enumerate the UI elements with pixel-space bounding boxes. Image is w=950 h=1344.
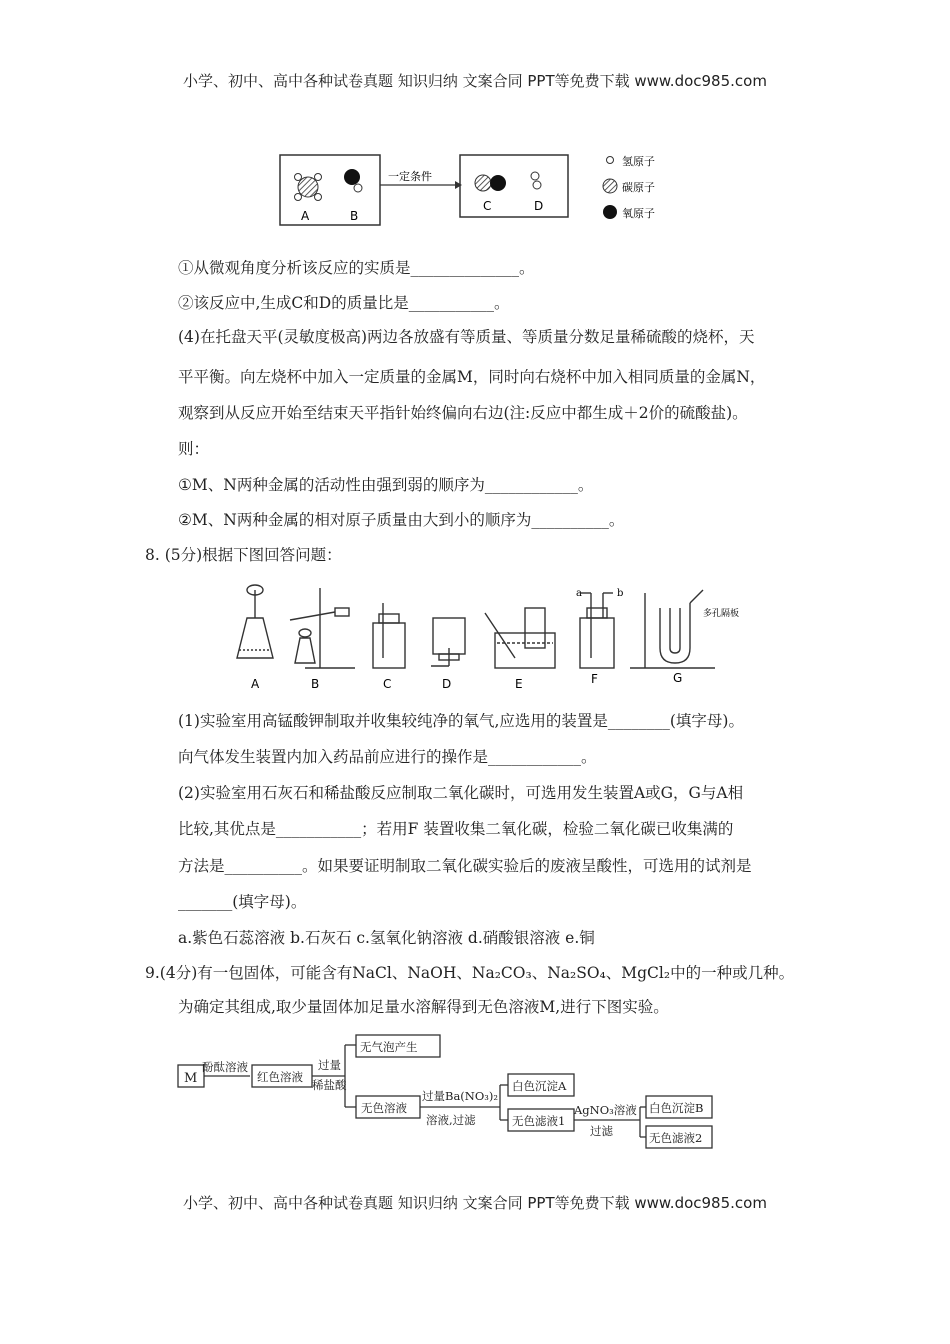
apparatus-d — [431, 618, 465, 666]
label-c: C — [483, 199, 492, 213]
q8-line-6: _______(填字母)。 — [178, 893, 307, 911]
flow-hcl: 稀盐酸 — [312, 1078, 347, 1092]
flow-filtrate-2: 无色滤液2 — [649, 1131, 703, 1145]
q8-line-3: (2)实验室用石灰石和稀盐酸反应制取二氧化碳时，可选用发生装置A或G，G与A相 — [178, 784, 744, 802]
q7-line-2: ②该反应中,生成C和D的质量比是___________。 — [178, 294, 510, 312]
q8-options: a.紫色石蕊溶液 b.石灰石 c.氢氧化钠溶液 d.硝酸银溶液 e.铜 — [178, 929, 595, 947]
legend-carbon: 碳原子 — [622, 181, 655, 194]
q7-line-7: ①M、N两种金属的活动性由强到弱的顺序为____________。 — [178, 476, 594, 494]
flow-red-solution: 红色溶液 — [257, 1070, 303, 1084]
reactants-box — [280, 155, 380, 225]
flow-precipitate-b: 白色沉淀B — [649, 1101, 704, 1115]
flow-ba-nitrate: 过量Ba(NO₃)₂ — [422, 1089, 498, 1103]
q7-line-8: ②M、N两种金属的相对原子质量由大到小的顺序为__________。 — [178, 511, 625, 529]
product-c-molecule — [475, 175, 506, 191]
q8-title: 8. (5分)根据下图回答问题： — [145, 546, 342, 564]
q9-line-2: 为确定其组成,取少量固体加足量水溶解得到无色溶液M,进行下图实验。 — [178, 998, 669, 1016]
apparatus-label-c: C — [383, 677, 392, 691]
flow-excess: 过量 — [318, 1058, 341, 1072]
label-b: B — [350, 209, 359, 223]
label-d: D — [534, 199, 544, 213]
q7-line-6: 则： — [178, 440, 210, 458]
page-header: 小学、初中、高中各种试卷真题 知识归纳 文案合同 PPT等免费下载 www.doc985.com — [183, 72, 767, 90]
flow-m: M — [184, 1071, 198, 1086]
q7-line-3: (4)在托盘天平(灵敏度极高)两边各放盛有等质量、等质量分数足量稀硫酸的烧杯，天 — [178, 328, 755, 346]
apparatus-e — [485, 608, 555, 668]
q8-line-1: (1)实验室用高锰酸钾制取并收集较纯净的氧气,应选用的装置是________(填字母)。 — [178, 712, 744, 730]
apparatus-label-g: G — [673, 671, 683, 685]
q9-line-1: 9.(4分)有一包固体，可能含有NaCl、NaOH、Na₂CO₃、Na₂SO₄、MgCl₂中的一种或几种。 — [145, 964, 795, 982]
apparatus-label-a: A — [251, 677, 260, 691]
q7-line-4: 平平衡。向左烧杯中加入一定质量的金属M，同时向右烧杯中加入相同质量的金属N， — [178, 368, 766, 386]
apparatus-c — [373, 603, 405, 668]
port-a-label: a — [576, 588, 582, 599]
q7-line-5: 观察到从反应开始至结束天平指针始终偏向右边(注:反应中都生成＋2价的硫酸盐)。 — [178, 404, 748, 422]
flow-agno3: AgNO₃溶液 — [574, 1103, 637, 1117]
apparatus-label-e: E — [515, 677, 523, 691]
q8-line-5: 方法是__________。如果要证明制取二氧化碳实验后的废液呈酸性，可选用的试剂是 — [178, 857, 752, 875]
legend-hydrogen: 氢原子 — [622, 155, 655, 168]
molecule-reaction-figure — [270, 140, 700, 235]
page-footer: 小学、初中、高中各种试卷真题 知识归纳 文案合同 PPT等免费下载 www.doc985.com — [183, 1194, 767, 1212]
label-a: A — [301, 209, 310, 223]
experiment-flowchart — [170, 1025, 730, 1155]
legend-oxygen: 氧原子 — [622, 207, 655, 220]
apparatus-label-f: F — [591, 672, 598, 686]
apparatus-f — [580, 593, 614, 668]
arrow-condition-text: 一定条件 — [388, 170, 432, 183]
apparatus-g — [630, 590, 715, 668]
apparatus-label-b: B — [311, 677, 320, 691]
flow-precipitate-a: 白色沉淀A — [512, 1079, 567, 1093]
oxygen-molecule — [344, 169, 362, 192]
flow-no-gas: 无气泡产生 — [360, 1040, 418, 1054]
q7-line-1: ①从微观角度分析该反应的实质是______________。 — [178, 259, 535, 277]
lab-apparatus-figure — [225, 578, 755, 693]
methane-molecule — [295, 174, 322, 201]
port-b-label: b — [617, 588, 624, 599]
q8-line-2: 向气体发生装置内加入药品前应进行的操作是____________。 — [178, 748, 597, 766]
apparatus-a — [237, 585, 273, 658]
flow-phenol: 酚酞溶液 — [202, 1060, 248, 1074]
apparatus-label-d: D — [442, 677, 452, 691]
flow-filter-1: 溶液,过滤 — [426, 1113, 476, 1127]
product-d-molecule — [531, 172, 541, 189]
flow-colorless-solution: 无色溶液 — [361, 1101, 407, 1115]
flow-filter-2: 过滤 — [590, 1124, 613, 1138]
flow-filtrate-1: 无色滤液1 — [512, 1114, 566, 1128]
apparatus-b — [290, 588, 355, 668]
q8-line-4: 比较,其优点是___________；若用F 装置收集二氧化碳，检验二氧化碳已收集满的 — [178, 820, 734, 838]
porous-plate-label: 多孔隔板 — [703, 609, 740, 619]
